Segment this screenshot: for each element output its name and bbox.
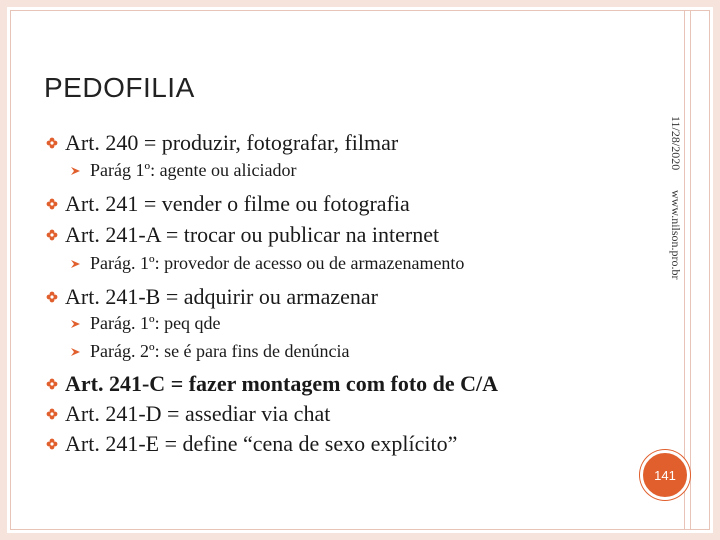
sub-bullet-text: Parág 1º: agente ou aliciador [90,160,297,180]
arrow-bullet-icon [70,258,84,270]
arrow-bullet-icon [70,318,84,330]
arrow-bullet-icon [70,346,84,358]
bullet-item [45,371,498,397]
website-url: www.nilson.pro.br [669,190,683,280]
sub-bullet-item [70,253,464,274]
flower-bullet-icon [45,437,59,451]
bullet-item [45,222,439,248]
bullet-text: Art. 241 = vender o filme ou fotografia [65,191,410,216]
sub-bullet-item [70,313,221,334]
bullet-text: Art. 241-C = fazer montagem com foto de C/A [65,371,499,396]
bullet-item [45,191,410,217]
bullet-item [45,130,398,156]
right-divider-line-2 [690,10,691,530]
bullet-item [45,284,378,310]
flower-bullet-icon [45,377,59,391]
page-number-badge: 141 [640,450,690,500]
flower-bullet-icon [45,290,59,304]
arrow-bullet-icon [70,165,84,177]
sub-bullet-text: Parág. 1º: peq qde [90,313,221,333]
bullet-text: Art. 241-E = define “cena de sexo explícito” [65,431,458,456]
sub-bullet-item [70,160,297,181]
sub-bullet-item [70,341,349,362]
flower-bullet-icon [45,228,59,242]
slide-date: 11/28/2020 [669,116,683,171]
slide-title: PEDOFILIA [44,72,195,103]
bullet-text: Art. 241-B = adquirir ou armazenar [65,284,378,309]
right-divider-line [684,10,685,530]
flower-bullet-icon [45,136,59,150]
flower-bullet-icon [45,407,59,421]
bullet-item [45,401,330,427]
bullet-text: Art. 241-A = trocar ou publicar na internet [65,222,440,247]
sub-bullet-text: Parág. 2º: se é para fins de denúncia [90,341,350,361]
bullet-item [45,431,457,457]
sub-bullet-text: Parág. 1º: provedor de acesso ou de armazenamento [90,253,465,273]
flower-bullet-icon [45,197,59,211]
bullet-text: Art. 241-D = assediar via chat [65,401,331,426]
bullet-text: Art. 240 = produzir, fotografar, filmar [65,130,399,155]
